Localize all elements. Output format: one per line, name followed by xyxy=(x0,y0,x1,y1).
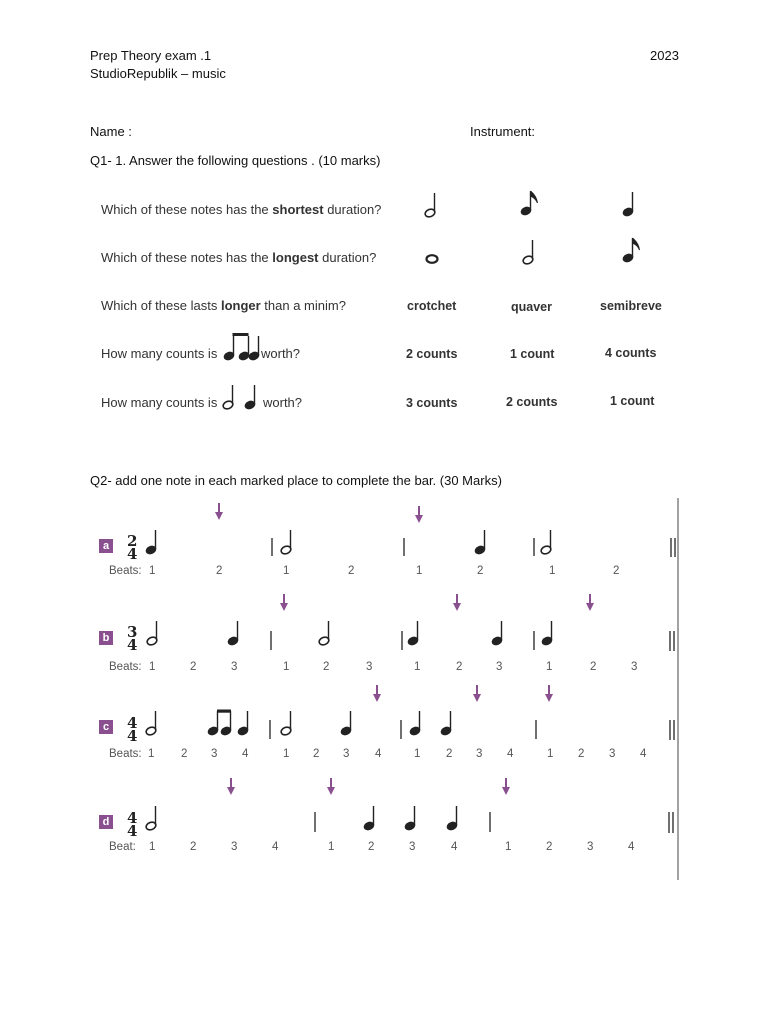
beat-number: 3 xyxy=(211,748,218,760)
q1-title: Q1- 1. Answer the following questions . (10 marks) xyxy=(90,153,381,168)
beat-number: 4 xyxy=(640,748,647,760)
beat-number: 3 xyxy=(631,661,638,673)
q1-question-5: How many counts is xyxy=(101,395,218,410)
marker-arrow-icon xyxy=(453,603,461,611)
beat-number: 2 xyxy=(590,661,597,673)
beat-number: 4 xyxy=(272,841,279,853)
option-text: 2 counts xyxy=(406,347,458,361)
exercise-tag: c xyxy=(99,720,113,734)
beat-number: 1 xyxy=(149,661,156,673)
beat-number: 3 xyxy=(231,661,238,673)
beat-number: 1 xyxy=(505,841,512,853)
beat-number: 2 xyxy=(546,841,553,853)
beat-number: 1 xyxy=(283,748,290,760)
marker-arrow-icon xyxy=(586,603,594,611)
beat-number: 1 xyxy=(283,565,290,577)
option-text: 2 counts xyxy=(506,395,558,409)
exercise-tag: d xyxy=(99,815,113,829)
exercise-tag: a xyxy=(99,539,113,553)
note-semibreve xyxy=(427,255,438,263)
marker-arrow-icon xyxy=(545,694,553,702)
beat-number: 1 xyxy=(547,748,554,760)
beat-number: 2 xyxy=(216,565,223,577)
beat-number: 1 xyxy=(328,841,335,853)
beats-label: Beat: xyxy=(109,841,136,853)
q2-title: Q2- add one note in each marked place to complete the bar. (30 Marks) xyxy=(90,473,502,488)
beat-number: 2 xyxy=(613,565,620,577)
exam-title: Prep Theory exam .1 xyxy=(90,48,212,63)
time-signature-top: 4 xyxy=(127,714,138,732)
beat-number: 2 xyxy=(181,748,188,760)
marker-arrow-icon xyxy=(280,603,288,611)
q1-question-5-post: worth? xyxy=(263,395,303,410)
exercise-tag: b xyxy=(99,631,113,645)
beat-number: 4 xyxy=(375,748,382,760)
marker-arrow-icon xyxy=(327,787,335,795)
beats-label: Beats: xyxy=(109,661,142,673)
beats-label: Beats: xyxy=(109,565,142,577)
beat-number: 3 xyxy=(409,841,416,853)
option-text: 3 counts xyxy=(406,396,458,410)
marker-arrow-icon xyxy=(502,787,510,795)
option-text: crotchet xyxy=(407,299,457,313)
beat-number: 2 xyxy=(348,565,355,577)
beat-number: 2 xyxy=(578,748,585,760)
beat-number: 2 xyxy=(446,748,453,760)
marker-arrow-icon xyxy=(227,787,235,795)
time-signature-bottom: 4 xyxy=(127,822,138,840)
beat-number: 1 xyxy=(283,661,290,673)
beat-number: 2 xyxy=(368,841,375,853)
note-flag xyxy=(633,238,640,250)
beat-number: 1 xyxy=(149,841,156,853)
exam-year: 2023 xyxy=(650,48,679,63)
time-signature-bottom: 4 xyxy=(127,727,138,745)
beat-number: 3 xyxy=(609,748,616,760)
beat-number: 2 xyxy=(477,565,484,577)
beat-number: 1 xyxy=(416,565,423,577)
marker-arrow-icon xyxy=(373,694,381,702)
beat-number: 1 xyxy=(414,748,421,760)
beat-number: 2 xyxy=(190,661,197,673)
beat-number: 1 xyxy=(148,748,155,760)
name-label: Name : xyxy=(90,124,132,139)
marker-arrow-icon xyxy=(473,694,481,702)
note-beam xyxy=(233,333,249,336)
instrument-label: Instrument: xyxy=(470,124,536,139)
beat-number: 1 xyxy=(546,661,553,673)
beat-number: 2 xyxy=(323,661,330,673)
beat-number: 3 xyxy=(587,841,594,853)
option-text: 1 count xyxy=(510,347,555,361)
option-text: quaver xyxy=(511,300,552,314)
beat-number: 4 xyxy=(451,841,458,853)
time-signature-bottom: 4 xyxy=(127,636,138,654)
beat-number: 4 xyxy=(242,748,249,760)
beat-number: 3 xyxy=(343,748,350,760)
q1-question-2: Which of these notes has the longest duration? xyxy=(101,250,377,265)
q1-question-4: How many counts is xyxy=(101,346,218,361)
beat-number: 4 xyxy=(507,748,514,760)
note-flag xyxy=(531,191,538,203)
time-signature-bottom: 4 xyxy=(127,545,138,563)
q1-question-3: Which of these lasts longer than a minim? xyxy=(101,298,346,313)
beat-number: 1 xyxy=(414,661,421,673)
beat-number: 3 xyxy=(476,748,483,760)
time-signature-top: 4 xyxy=(127,809,138,827)
school-name: StudioRepublik – music xyxy=(90,66,226,81)
beat-number: 1 xyxy=(149,565,156,577)
option-text: 4 counts xyxy=(605,346,657,360)
beat-number: 2 xyxy=(313,748,320,760)
time-signature-top: 3 xyxy=(127,623,138,641)
beat-number: 4 xyxy=(628,841,635,853)
beat-number: 2 xyxy=(456,661,463,673)
beat-number: 3 xyxy=(496,661,503,673)
note-beam xyxy=(217,710,231,713)
option-text: semibreve xyxy=(600,299,662,313)
option-text: 1 count xyxy=(610,394,655,408)
marker-arrow-icon xyxy=(215,512,223,520)
beats-label: Beats: xyxy=(109,748,142,760)
beat-number: 1 xyxy=(549,565,556,577)
q1-question-1: Which of these notes has the shortest duration? xyxy=(101,202,382,217)
marker-arrow-icon xyxy=(415,515,423,523)
time-signature-top: 2 xyxy=(127,532,138,550)
beat-number: 3 xyxy=(231,841,238,853)
beat-number: 2 xyxy=(190,841,197,853)
beat-number: 3 xyxy=(366,661,373,673)
q1-question-4-post: worth? xyxy=(261,346,301,361)
